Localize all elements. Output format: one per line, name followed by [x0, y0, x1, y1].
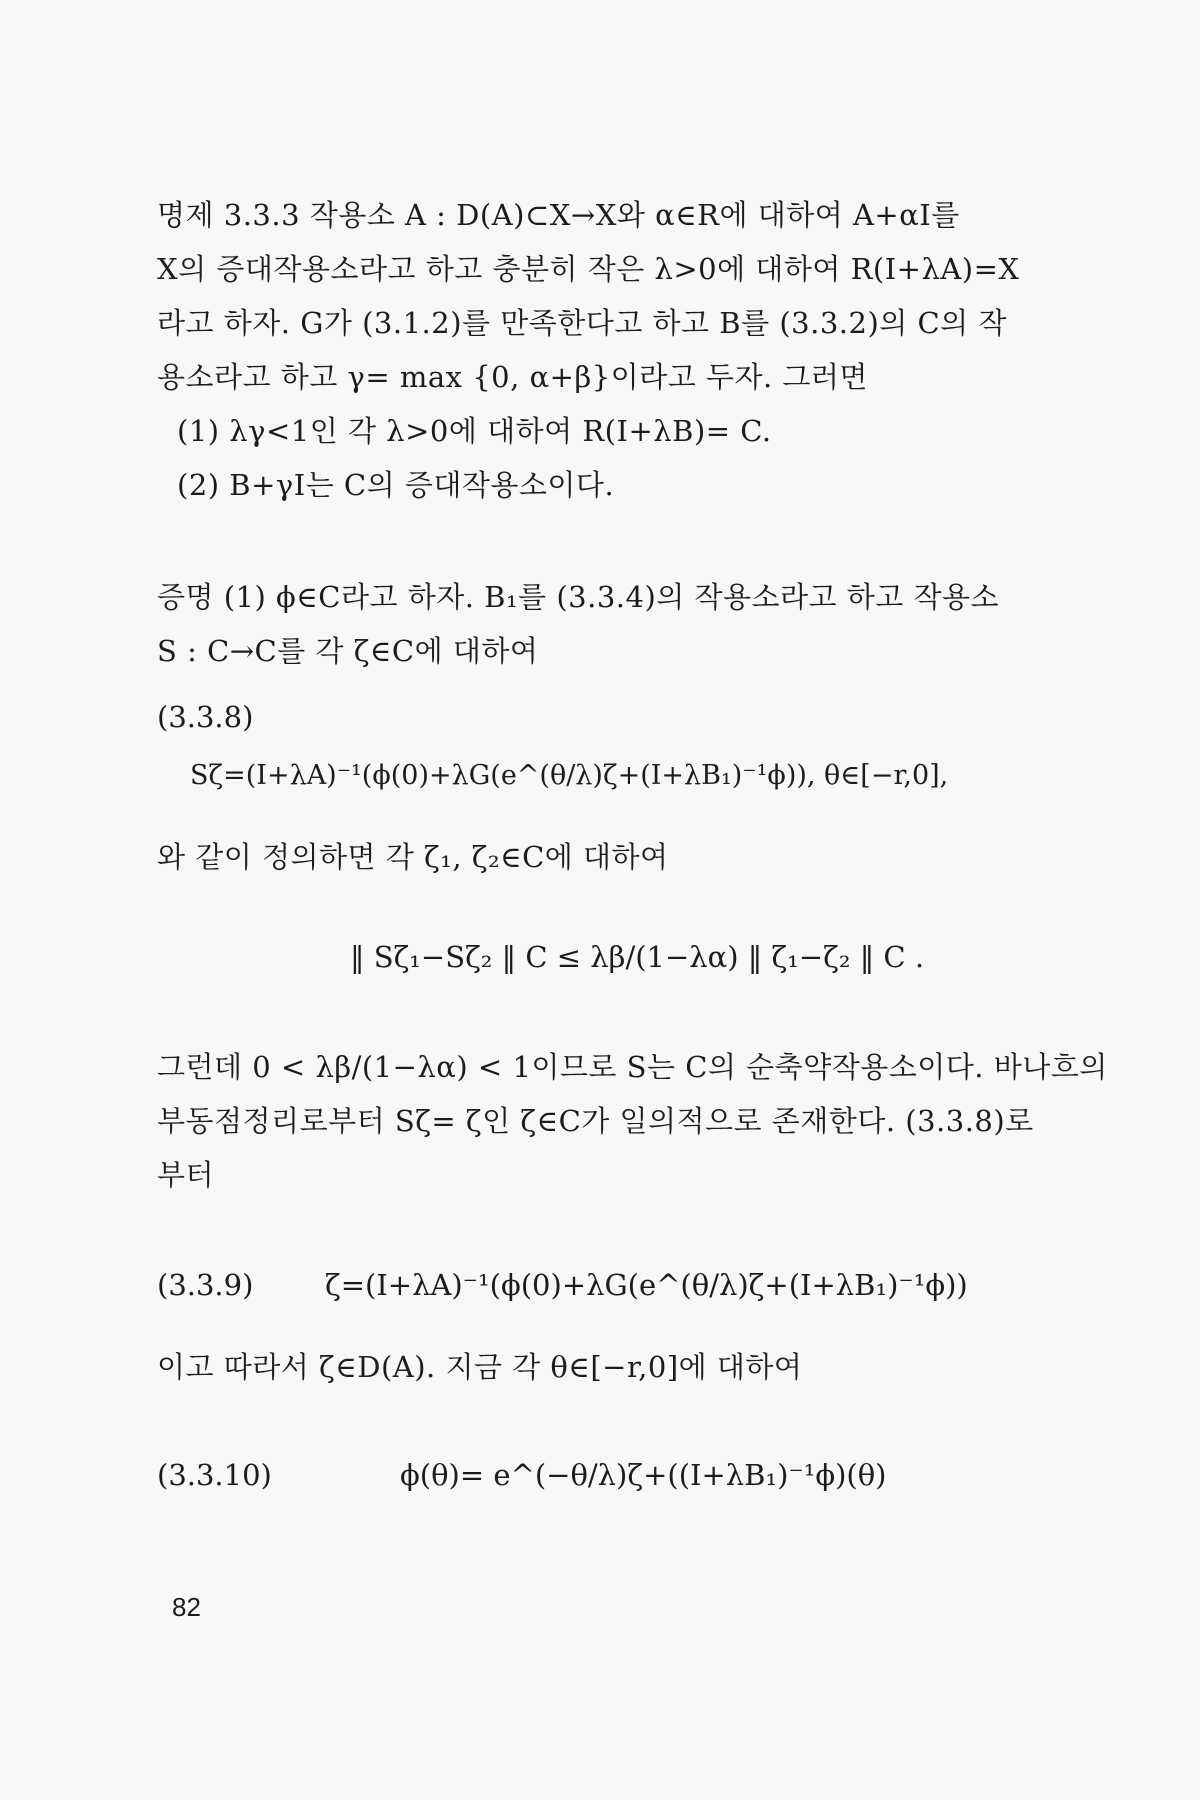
equation-number: (3.3.10)	[157, 1458, 272, 1492]
equation-3-3-10: ϕ(θ)= e^(−θ/λ)ζ+((I+λB₁)⁻¹ϕ)(θ)	[400, 1458, 887, 1492]
proof-line: S : C→C를 각 ζ∈C에 대하여	[157, 634, 539, 668]
proposition-line: 라고 하자. G가 (3.1.2)를 만족한다고 하고 B를 (3.3.2)의 C의 작	[157, 306, 1007, 340]
equation-number: (3.3.8)	[157, 700, 254, 734]
proof-line: 부동점정리로부터 Sζ= ζ인 ζ∈C가 일의적으로 존재한다. (3.3.8)로	[157, 1104, 1034, 1138]
proof-intro	[157, 570, 1052, 678]
proposition-block	[157, 188, 1052, 512]
proof-text	[157, 830, 1052, 884]
contraction-inequality: ‖ Sζ₁−Sζ₂ ‖ C ≤ λβ/(1−λα) ‖ ζ₁−ζ₂ ‖ C .	[350, 940, 925, 974]
equation-3-3-9: ζ=(I+λA)⁻¹(ϕ(0)+λG(e^(θ/λ)ζ+(I+λB₁)⁻¹ϕ))	[325, 1268, 968, 1302]
proposition-line: X의 증대작용소라고 하고 충분히 작은 λ>0에 대하여 R(I+λA)=X	[157, 252, 1020, 286]
contraction-paragraph	[157, 1040, 1108, 1202]
proof-line: 그런데 0 < λβ/(1−λα) < 1이므로 S는 C의 순축약작용소이다. 바나흐의	[157, 1050, 1108, 1084]
equation-3-3-8: Sζ=(I+λA)⁻¹(ϕ(0)+λG(e^(θ/λ)ζ+(I+λB₁)⁻¹ϕ)), θ∈[−r,0],	[190, 760, 949, 791]
proposition-line: 명제 3.3.3 작용소 A : D(A)⊂X→X와 α∈R에 대하여 A+αI를	[157, 198, 960, 232]
proof-line: 와 같이 정의하면 각 ζ₁, ζ₂∈C에 대하여	[157, 840, 669, 874]
proposition-item-1: (1) λγ<1인 각 λ>0에 대하여 R(I+λB)= C.	[177, 414, 772, 448]
proposition-item-2: (2) B+γI는 C의 증대작용소이다.	[177, 468, 615, 502]
proof-line: 증명 (1) ϕ∈C라고 하자. B₁를 (3.3.4)의 작용소라고 하고 작용소	[157, 580, 1000, 614]
proposition-line: 용소라고 하고 γ= max {0, α+β}이라고 두자. 그러면	[157, 360, 868, 394]
proof-line: 부터	[157, 1158, 215, 1192]
proof-text	[157, 1340, 1052, 1394]
page-number: 82	[172, 1592, 201, 1622]
proof-line: 이고 따라서 ζ∈D(A). 지금 각 θ∈[−r,0]에 대하여	[157, 1350, 803, 1384]
equation-number: (3.3.9)	[157, 1268, 254, 1302]
